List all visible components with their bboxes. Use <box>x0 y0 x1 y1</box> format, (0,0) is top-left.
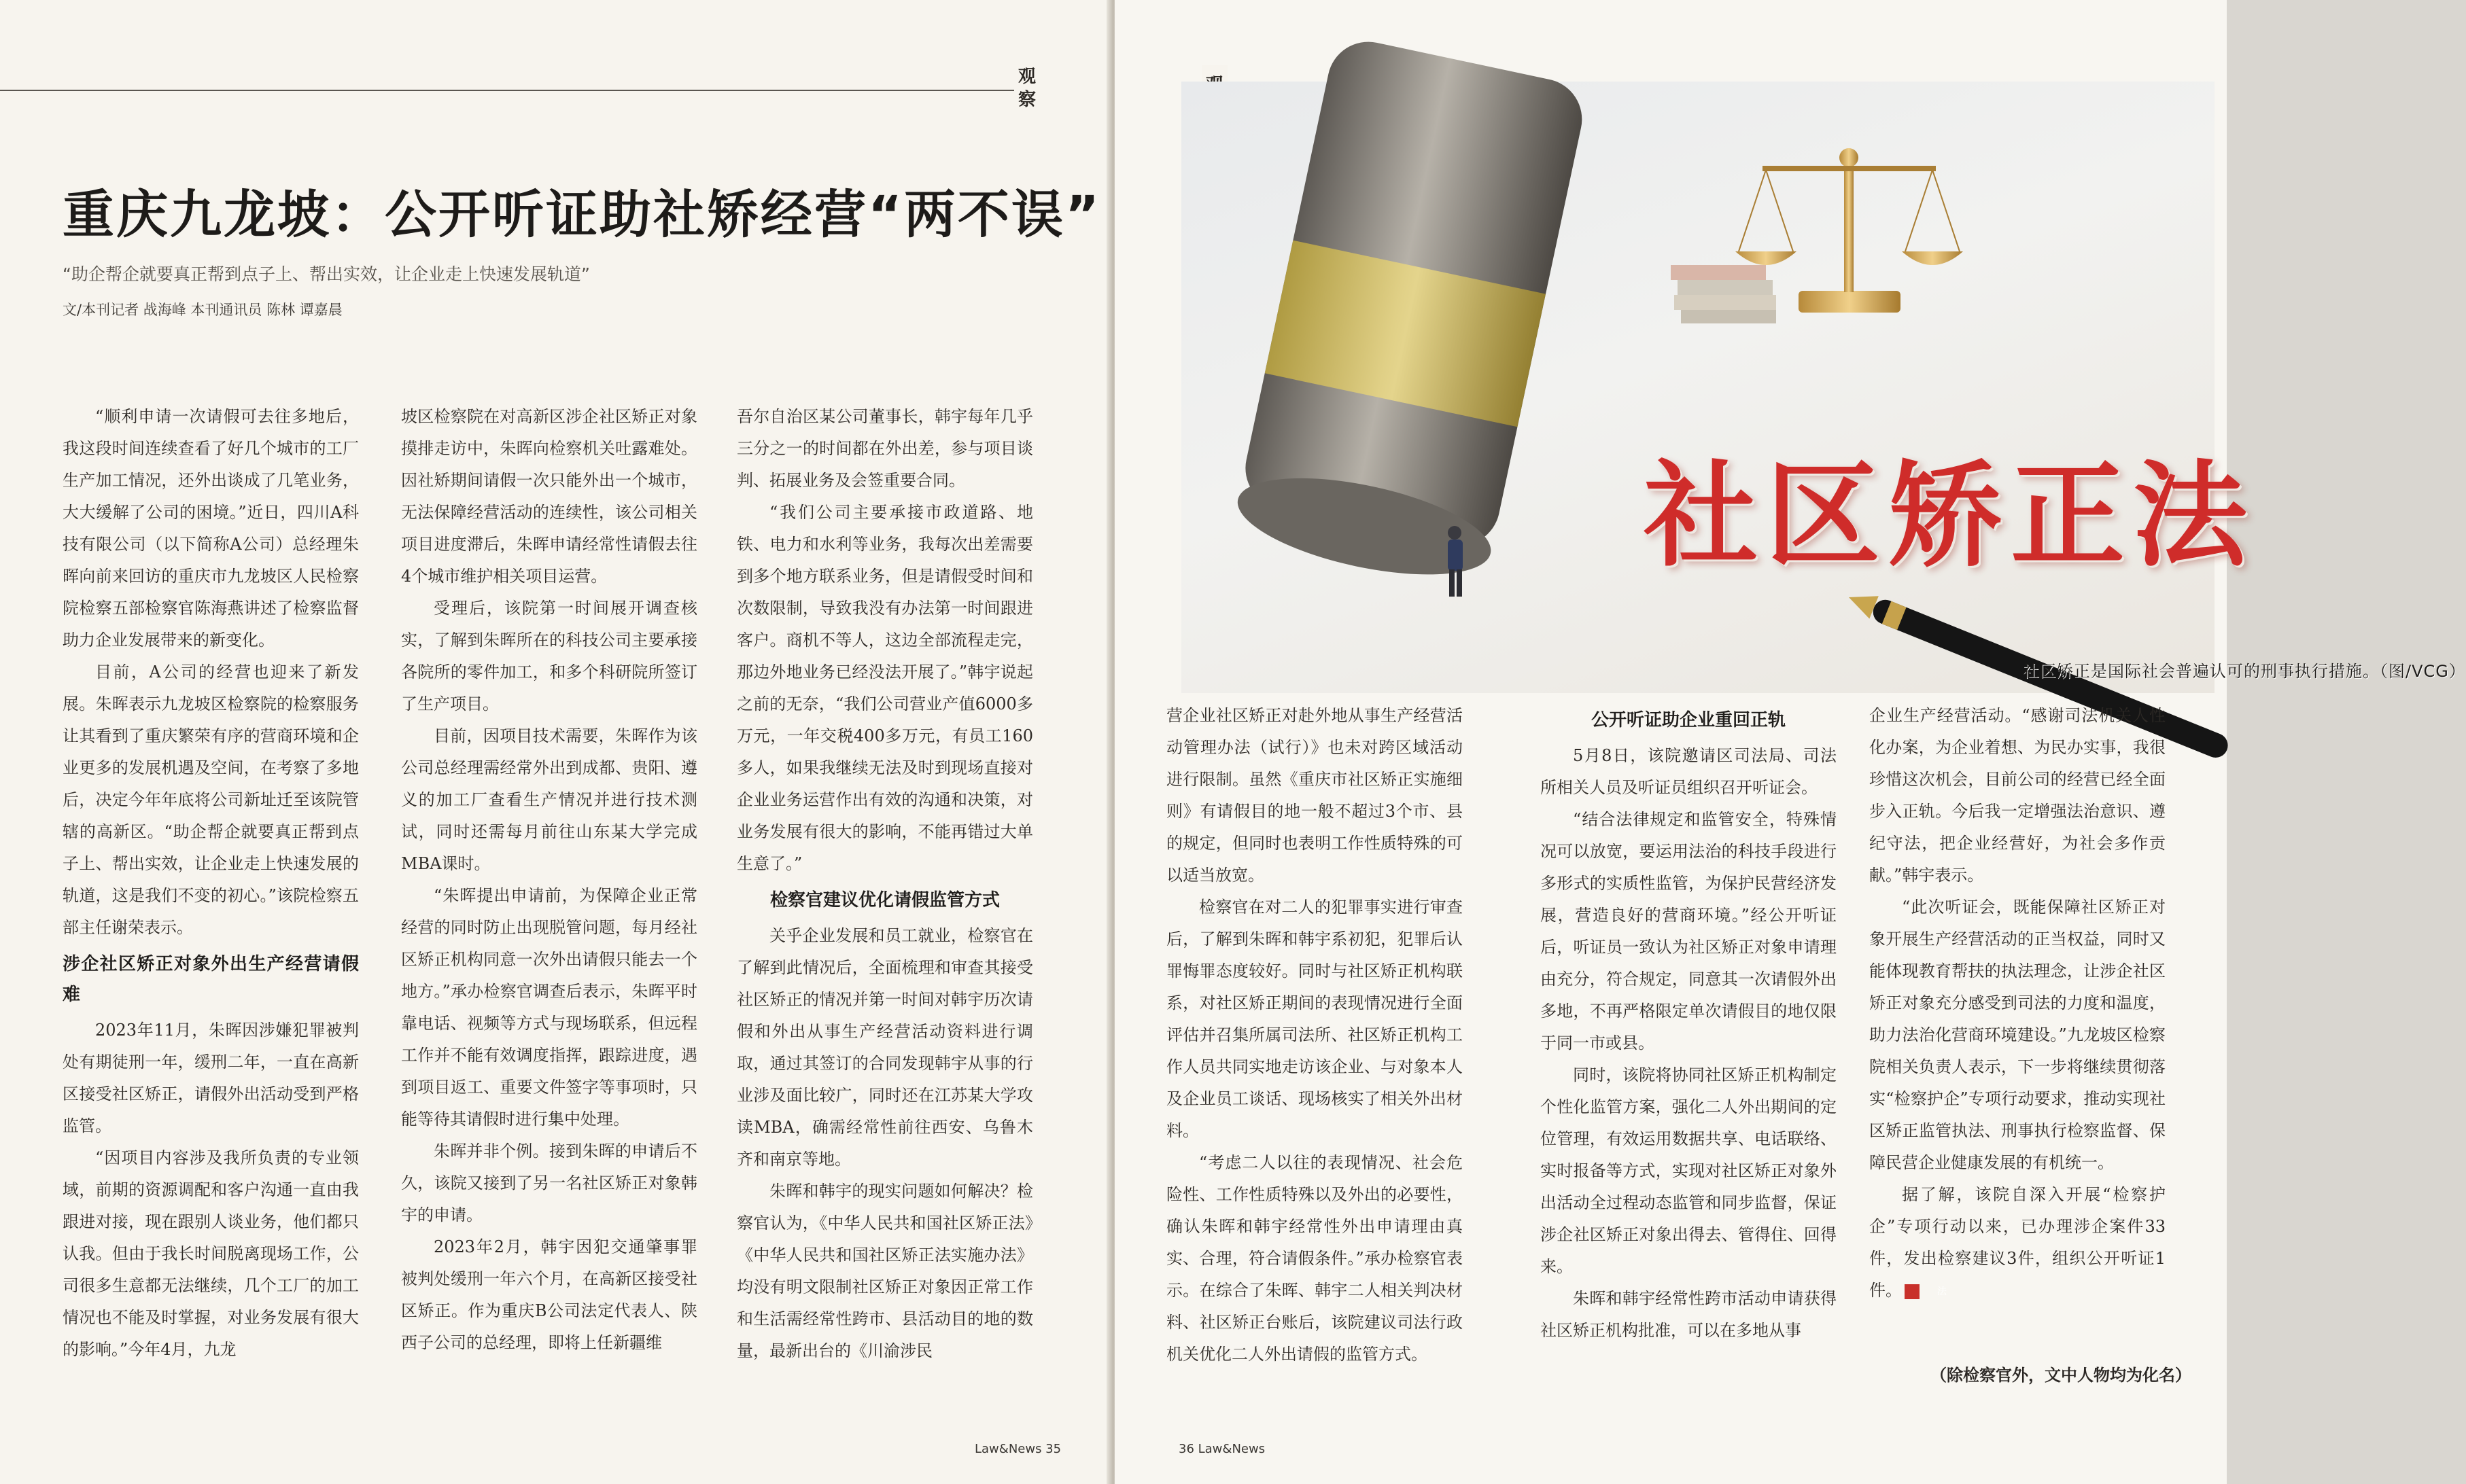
paragraph: “此次听证会，既能保障社区矫正对象开展生产经营活动的正当权益，同时又能体现教育帮扶的执法理念，让涉企社区矫正对象充分感受到司法的力度和温度，助力法治化营商环境建设。”九龙坡区检察院相关负责人表示，下一步将继续贯彻落实“检察护企”专项行动要求，推动实现社区矫正监管执法、刑事执行检察监督、保障民营企业健康发展的有机统一。 <box>1869 898 2166 1172</box>
right-page <box>1115 0 2466 1484</box>
book-stack-icon <box>1671 265 1776 323</box>
paragraph: 同时，该院将协同社区矫正机构制定个性化监管方案，强化二人外出期间的定位管理，有效运用数据共享、电话联络、实时报备等方式，实现对社区矫正对象外出活动全过程动态监管和同步监督，保证涉企社区矫正对象出得去、管得住、回得来。 <box>1540 1065 1837 1276</box>
paragraph <box>1869 1179 2166 1307</box>
hero-illustration <box>1181 82 2466 693</box>
paragraph: 吾尔自治区某公司董事长，韩宇每年几乎三分之一的时间都在外出差，参与项目谈判、拓展业务及会签重要合同。 <box>737 407 1033 490</box>
paragraph: 朱晖和韩宇经常性跨市活动申请获得社区矫正机构批准，可以在多地从事 <box>1540 1289 1837 1340</box>
paragraph: “考虑二人以往的表现情况、社会危险性、工作性质特殊以及外出的必要性，确认朱晖和韩宇经常性外出申请理由真实、合理，符合请假条件。”承办检察官表示。在综合了朱晖、韩宇二人相关判决材料、社区矫正台账后，该院建议司法行政机关优化二人外出请假的监管方式。 <box>1166 1153 1463 1364</box>
end-mark-icon: 法 <box>1905 1284 1920 1299</box>
page-folio: 36 Law&News <box>1179 1442 1266 1456</box>
paragraph: 企业生产经营活动。“感谢司法机关人性化办案，为企业着想、为民办实事，我很珍惜这次机会，目前公司的经营已经全面步入正轨。今后我一定增强法治意识、遵纪守法，把企业经营好，为社会多作贡献。”韩宇表示。 <box>1869 706 2166 885</box>
article-column-1 <box>63 401 359 1366</box>
paragraph: 朱晖和韩宇的现实问题如何解决？检察官认为，《中华人民共和国社区矫正法》《中华人民共和国社区矫正法实施办法》均没有明文限制社区矫正对象因正常工作和生活需经常性跨市、县活动目的地的数量，最新出台的《川渝涉民 <box>737 1182 1033 1360</box>
article-column-2 <box>401 401 697 1359</box>
gavel-scales-artwork <box>1181 82 2215 693</box>
left-page <box>0 0 1112 1484</box>
paragraph: “结合法律规定和监管安全，特殊情况可以放宽，要运用法治的科技手段进行多形式的实质性监管，为保护民营经济发展，营造良好的营商环境。”经公开听证后，听证员一致认为社区矫正对象申请理由充分，符合规定，同意其一次请假外出多地，不再严格限定单次请假目的地仅限于同一市或县。 <box>1540 810 1837 1053</box>
section-tag: 观察 <box>1014 57 1040 128</box>
article-column-3 <box>737 401 1033 1367</box>
page-title: 重庆九龙坡：公开听证助社矫经营“两不误” <box>63 184 1101 245</box>
paragraph: 受理后，该院第一时间展开调查核实，了解到朱晖所在的科技公司主要承接各院所的零件加工，和多个科研院所签订了生产项目。 <box>401 599 697 713</box>
subheading: 涉企社区矫正对象外出生产经营请假难 <box>63 954 359 1005</box>
byline: 文/本刊记者 战海峰 本刊通讯员 陈林 谭嘉晨 <box>63 302 343 318</box>
image-caption: 社区矫正是国际社会普遍认可的刑事执行措施。（图/VCG） <box>2023 662 2466 681</box>
paragraph: 坡区检察院在对高新区涉企社区矫正对象摸排走访中，朱晖向检察机关吐露难处。因社矫期间请假一次只能外出一个城市，无法保障经营活动的连续性，该公司相关项目进度滞后，朱晖申请经常性请假去往4个城市维护相关项目运营。 <box>401 407 697 586</box>
paragraph: 2023年2月，韩宇因犯交通肇事罪被判处缓刑一年六个月，在高新区接受社区矫正。作为重庆B公司法定代表人、陕西子公司的总经理，即将上任新疆维 <box>401 1237 697 1352</box>
header-rule <box>0 90 1014 91</box>
subheading: 公开听证助企业重回正轨 <box>1591 710 1786 730</box>
paragraph: 目前，因项目技术需要，朱晖作为该公司总经理需经常外出到成都、贵阳、遵义的加工厂查看生产情况并进行技术测试，同时还需每月前往山东某大学完成MBA课时。 <box>401 726 697 873</box>
paragraph: “因项目内容涉及我所负责的专业领域，前期的资源调配和客户沟通一直由我跟进对接，现在跟别人谈业务，他们都只认我。但由于我长时间脱离现场工作，公司很多生意都无法继续，几个工厂的加工情况也不能及时掌握，对业务发展有很大的影响。”今年4月，九龙 <box>63 1148 359 1359</box>
gavel-icon <box>1230 34 1590 593</box>
paragraph: 朱晖并非个例。接到朱晖的申请后不久，该院又接到了另一名社区矫正对象韩宇的申请。 <box>401 1142 697 1224</box>
paragraph: “顺利申请一次请假可去往多地后，我这段时间连续查看了好几个城市的工厂生产加工情况，还外出谈成了几笔业务，大大缓解了公司的困境。”近日，四川A科技有限公司（以下简称A公司）总经理朱晖向前来回访的重庆市九龙坡区人民检察院检察五部检察官陈海燕讲述了检察监督助力企业发展带来的新变化。 <box>63 407 359 650</box>
paragraph: “朱晖提出申请前，为保障企业正常经营的同时防止出现脱管问题，每月经社区矫正机构同意一次外出请假只能去一个地方。”承办检察官调查后表示，朱晖平时靠电话、视频等方式与现场联系，但远程工作并不能有效调度指挥，跟踪进度，遇到项目返工、重要文件签字等事项时，只能等待其请假时进行集中处理。 <box>401 886 697 1129</box>
paragraph: 目前，A公司的经营也迎来了新发展。朱晖表示九龙坡区检察院的检察服务让其看到了重庆繁荣有序的营商环境和企业更多的发展机遇及空间，在考察了多地后，决定今年年底将公司新址迁至该院管辖的高新区。“助企帮企就要真正帮到点子上、帮出实效，让企业走上快速发展的轨道，这是我们不变的初心。”该院检察五部主任谢荣表示。 <box>63 662 359 937</box>
paragraph-text: 据了解，该院自深入开展“检察护企”专项行动以来，已办理涉企案件33件，发出检察建议3件，组织公开听证1件。 <box>1869 1185 2166 1300</box>
paragraph: 2023年11月，朱晖因涉嫌犯罪被判处有期徒刑一年，缓刑二年，一直在高新区接受社区矫正，请假外出活动受到严格监管。 <box>63 1021 359 1135</box>
footnote: （除检察官外，文中人物均为化名） <box>1930 1366 2191 1385</box>
paragraph: 关乎企业发展和员工就业，检察官在了解到此情况后，全面梳理和审查其接受社区矫正的情况并第一时间对韩宇历次请假和外出从事生产经营活动资料进行调取，通过其签订的合同发现韩宇从事的行业涉及面比较广，同时还在江苏某大学攻读MBA，确需经常性前往西安、乌鲁木齐和南京等地。 <box>737 926 1033 1169</box>
paragraph: 5月8日，该院邀请区司法局、司法所相关人员及听证员组织召开听证会。 <box>1540 746 1837 797</box>
article-column-5 <box>1540 700 1837 1347</box>
paragraph: 营企业社区矫正对赴外地从事生产经营活动管理办法（试行）》也未对跨区域活动进行限制。虽然《重庆市社区矫正实施细则》有请假目的地一般不超过3个市、县的规定，但同时也表明工作性质特殊的可以适当放宽。 <box>1166 706 1463 885</box>
subheading: 检察官建议优化请假监管方式 <box>769 890 1000 911</box>
page-folio: Law&News 35 <box>975 1442 1062 1456</box>
article-deck: “助企帮企就要真正帮到点子上、帮出实效，让企业走上快速发展轨道” <box>63 264 590 284</box>
article-column-4 <box>1166 700 1463 1371</box>
paragraph: “我们公司主要承接市政道路、地铁、电力和水利等业务，我每次出差需要到多个地方联系业务，但是请假受时间和次数限制，导致我没有办法第一时间跟进客户。商机不等人，这边全部流程走完，那边外地业务已经没法开展了。”韩宇说起之前的无奈，“我们公司营业产值6000多万元，一年交税400多万元，有员工160多人，如果我继续无法及时到现场直接对企业业务运营作出有效的沟通和决策，对业务发展有很大的影响，不能再错过大单生意了。” <box>737 503 1033 873</box>
paragraph: 检察官在对二人的犯罪事实进行审查后，了解到朱晖和韩宇系初犯，犯罪后认罪悔罪态度较好。同时与社区矫正机构联系，对社区矫正期间的表现情况进行全面评估并召集所属司法所、社区矫正机构工作人员共同实地走访该企业、与对象本人及企业员工谈话、现场核实了相关外出材料。 <box>1166 898 1463 1140</box>
hero-title: 社区矫正法 <box>1644 449 2255 582</box>
article-column-6 <box>1869 700 2166 1307</box>
